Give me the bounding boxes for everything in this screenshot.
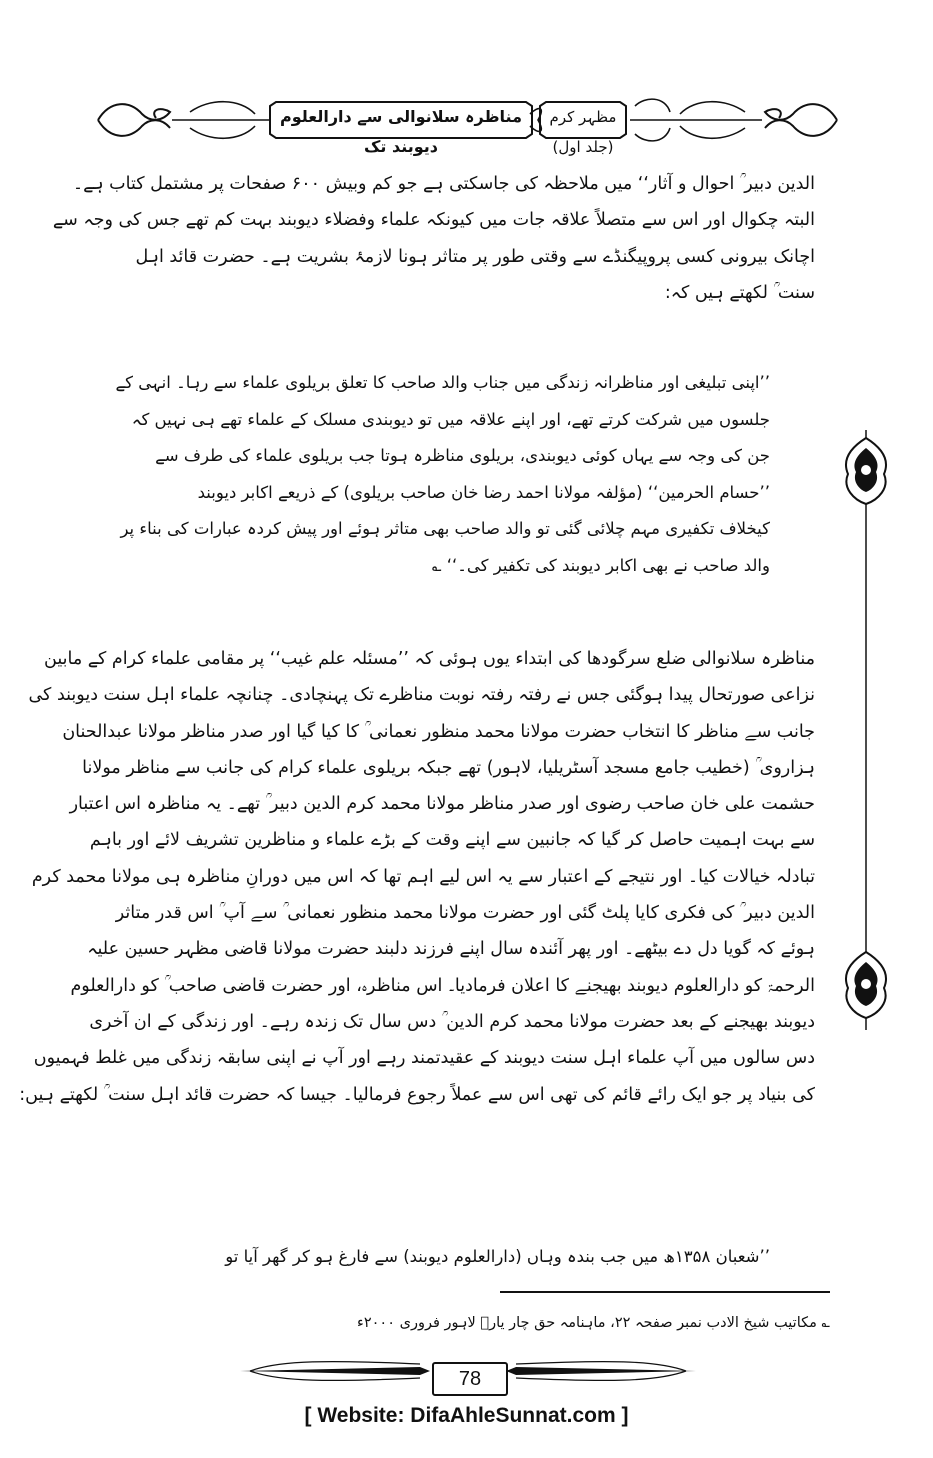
quote-line: ’’حسام الحرمین‘‘ (مؤلفہ مولانا احمد رضا خان صاحب بریلوی) کے ذریعے اکابر دیوبند: [197, 482, 770, 502]
paragraph-debate: [19, 641, 815, 1113]
text-line: تبادلہ خیالات کیا۔ اور نتیجے کے اعتبار سے یہ اس لیے اہم تھا کہ اس میں دورانِ مناظرہ ہی مولانا محمد کرم: [31, 866, 815, 887]
text-line: الرحمۃ کو دارالعلوم دیوبند بھیجنے کا اعلان فرمادیا۔ اس مناظرہ، اور حضرت قاضی صاحب ؒ کو دارالعلوم: [70, 975, 815, 996]
text-line: ہوئے کہ گویا دل دے بیٹھے۔ اور پھر آئندہ سال اپنے فرزند دلبند حضرت مولانا قاضی مظہر حسین علیہ: [87, 939, 815, 960]
text-line: اچانک بیرونی کسی پروپیگنڈے سے وقتی طور پر متاثر ہونا لازمۂ بشریت ہے۔ حضرت قائد اہل: [135, 246, 815, 267]
text-line: ہزاروی ؒ (خطیب جامع مسجد آسٹریلیا، لاہور) تھے جبکہ بریلوی علماء کرام کی جانب سے مناظر مولانا: [82, 757, 815, 778]
website-link[interactable]: [ Website: DifaAhleSunnat.com ]: [304, 1404, 629, 1427]
text-line: سنت ؒ لکھتے ہیں کہ:: [664, 282, 815, 303]
text-line: مناظرہ سلانوالی ضلع سرگودھا کی ابتداء یوں ہوئی کہ ’’مسئلہ علم غیب‘‘ پر مقامی علماء کرام کے مابین: [44, 649, 815, 669]
block-quote: [115, 365, 770, 584]
footnote: ؎ مکاتیب شیخ الادب نمبر صفحہ ۲۲، ماہنامہ حق چار یارؓ لاہور فروری ۲۰۰۰ء: [357, 1315, 830, 1331]
side-ornament-icon: [838, 430, 894, 1030]
text-line: الدین دبیر ؒ احوال و آثار‘‘ میں ملاحظہ کی جاسکتی ہے جو کم وبیش ۶۰۰ صفحات پر مشتمل کتاب ہے۔: [72, 174, 815, 194]
page-header: [90, 92, 845, 156]
quote-line: جن کی وجہ سے یہاں کوئی دیوبندی، بریلوی مناظرہ ہوتا جب بریلوی علماء کی طرف سے: [155, 446, 770, 465]
quote-line: جلسوں میں شرکت کرتے تھے، اور اپنے علاقہ میں تو دیوبندی مسلک کے علماء تھے ہی نہیں کہ: [131, 409, 770, 429]
page-number: 78: [432, 1362, 508, 1396]
footnote-divider: [500, 1291, 830, 1293]
text-line: البتہ چکوال اور اس سے متصلاً علاقہ جات میں کیونکہ علماء وفضلاء دیوبند بہت کم تھے جس کی وجہ سے: [52, 210, 815, 231]
book-title: مظہر کرم (جلد اول): [549, 108, 617, 156]
text-line: دیوبند بھیجنے کے بعد حضرت مولانا محمد کرم الدین ؒ دس سال تک زندہ رہے۔ اور زندگی کے ان آخری: [89, 1011, 815, 1032]
text-line: الدین دبیر ؒ کی فکری کایا پلٹ گئی اور حضرت مولانا محمد منظور نعمانی ؒ سے آپ ؒ اس قدر متاثر: [115, 903, 815, 924]
text-line: جانب سے مناظر کا انتخاب حضرت مولانا محمد منظور نعمانی ؒ کا کیا گیا اور صدر مناظر مولانا عبدالحنان: [62, 721, 815, 742]
text-line: دس سالوں میں آپ علماء اہل سنت دیوبند کے عقیدتمند رہے اور آپ نے اپنی سابقہ زندگی میں غلط فہمیوں: [33, 1048, 815, 1069]
text-line: نزاعی صورتحال پیدا ہوگئی جس نے رفتہ رفتہ نوبت مناظرے تک پہنچادی۔ چنانچہ علماء اہل سنت دیوبند کی: [28, 685, 815, 706]
chapter-title: مناظرہ سلانوالی سے دارالعلوم دیوبند تک: [280, 107, 522, 156]
text-line: سے بہت اہمیت حاصل کر گیا کہ جانبین سے اپنے وقت کے بڑے علماء و مناظرین تشریف لائے اور باہم: [89, 830, 815, 851]
text-line: کی بنیاد پر جو ایک رائے قائم کی تھی اس سے عملاً رجوع فرمالیا۔ جیسا کہ حضرت قائد اہل سنت ؒ لکھتے ہیں:: [19, 1084, 815, 1105]
paragraph-intro: [52, 166, 815, 311]
ornament-medallion-top: [846, 438, 886, 504]
quote-line: کیخلاف تکفیری مہم چلائی گئی تو والد صاحب بھی متاثر ہوئے اور پیش کردہ عبارات کی بناء پر: [120, 519, 770, 538]
ornament-medallion-bottom: [846, 952, 886, 1018]
quote-line: ’’شعبان ۱۳۵۸ھ میں جب بندہ وہاں (دارالعلوم دیوبند) سے فارغ ہو کر گھر آیا تو: [225, 1247, 770, 1266]
quote-line: والد صاحب نے بھی اکابر دیوبند کی تکفیر کی۔‘‘ ؎: [431, 555, 770, 575]
block-quote-2: [150, 1239, 770, 1276]
quote-line: ’’اپنی تبلیغی اور مناظرانہ زندگی میں جناب والد صاحب کا تعلق بریلوی علماء سے رہا۔ انہی کے: [115, 373, 770, 392]
text-line: حشمت علی خان صاحب رضوی اور صدر مناظر مولانا محمد کرم الدین دبیر ؒ تھے۔ یہ مناظرہ اس اعتبار: [69, 794, 815, 815]
